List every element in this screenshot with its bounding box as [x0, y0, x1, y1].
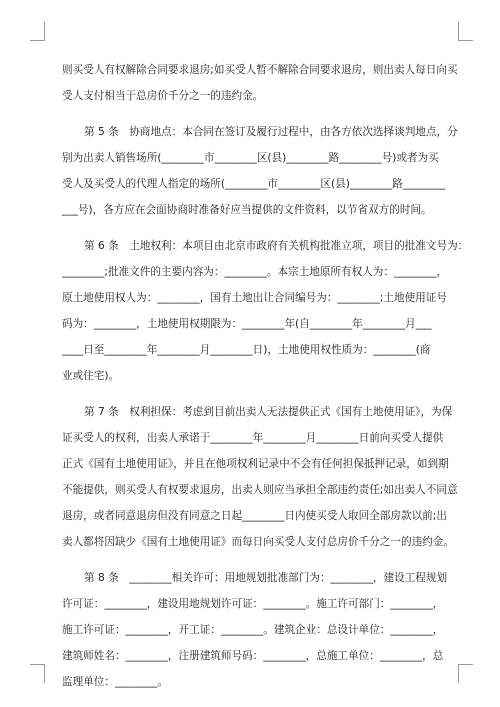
text-line: 建筑师姓名：________，注册建筑师号码：________，总施工单位：________，总	[62, 650, 444, 662]
crop-mark-bottom-right	[458, 664, 473, 683]
crop-mark-top-right	[458, 22, 473, 41]
text-line: 退房，或者同意退房但没有同意之日起________日内使买受人取回全部房款以前;出	[62, 510, 447, 522]
text-line: 业或住宅)。	[62, 370, 120, 382]
text-line: 第 6 条 土地权利：本项目由北京市政府有关机构批准立项，项目的批准文号为：	[84, 240, 469, 252]
text-line: ____日至________年________月________日)，土地使用权性质为：________(商	[62, 344, 431, 356]
text-line: ________;批准文件的主要内容为：________。本宗土地原所有权人为：________，	[62, 266, 447, 278]
text-line: ___号)，各方应在会面协商时准备好应当提供的文件资料，以节省双方的时间。	[62, 204, 432, 216]
text-line: 施工许可证：________，开工证：________。建筑企业：总设计单位：________，	[62, 624, 444, 636]
text-line: 许可证：________，建设用地规划许可证：________。施工许可部门：________，	[62, 598, 444, 610]
crop-mark-top-left	[30, 22, 45, 41]
text-line: 不能提供，则买受人有权要求退房，出卖人则应当承担全部违约责任;如出卖人不同意	[62, 484, 458, 496]
crop-mark-bottom-left	[30, 664, 45, 683]
text-line: 码为：________，土地使用权期限为：________年(自________年________月___	[62, 318, 432, 330]
text-line: 受人及买受人的代理人指定的场所(________市________区(县)________路________	[62, 178, 446, 190]
text-line: 第 5 条 协商地点：本合同在签订及履行过程中，由各方依次选择谈判地点，分	[84, 126, 458, 138]
text-line: 卖人都将因缺少《国有土地使用证》而每日向买受人支付总房价千分之一的违约金。	[62, 536, 454, 548]
text-line: 则买受人有权解除合同要求退房;如买受人暂不解除合同要求退房，则出卖人每日向买	[62, 64, 458, 76]
text-line: 第 7 条 权利担保：考虑到目前出卖人无法提供正式《国有土地使用证》，为保	[84, 406, 453, 418]
text-line: 受人支付相当于总房价千分之一的违约金。	[62, 90, 264, 102]
text-line: 第 8 条 ________相关许可：用地规划批准部门为：________，建设工程规划	[84, 572, 448, 584]
text-line: 监理单位：________。	[62, 676, 168, 688]
text-line: 证买受人的权利，出卖人承诺于________年________月________日前向买受人提供	[62, 432, 444, 444]
text-line: 正式《国有土地使用证》，并且在他项权利记录中不会有任何担保抵押记录，如到期	[62, 458, 449, 470]
text-line: 别为出卖人销售场所(________市________区(县)________路________号)或者为买	[62, 152, 439, 164]
text-line: 原土地使用权人为：________，国有土地出让合同编号为：________;土地使用证号	[62, 292, 447, 304]
